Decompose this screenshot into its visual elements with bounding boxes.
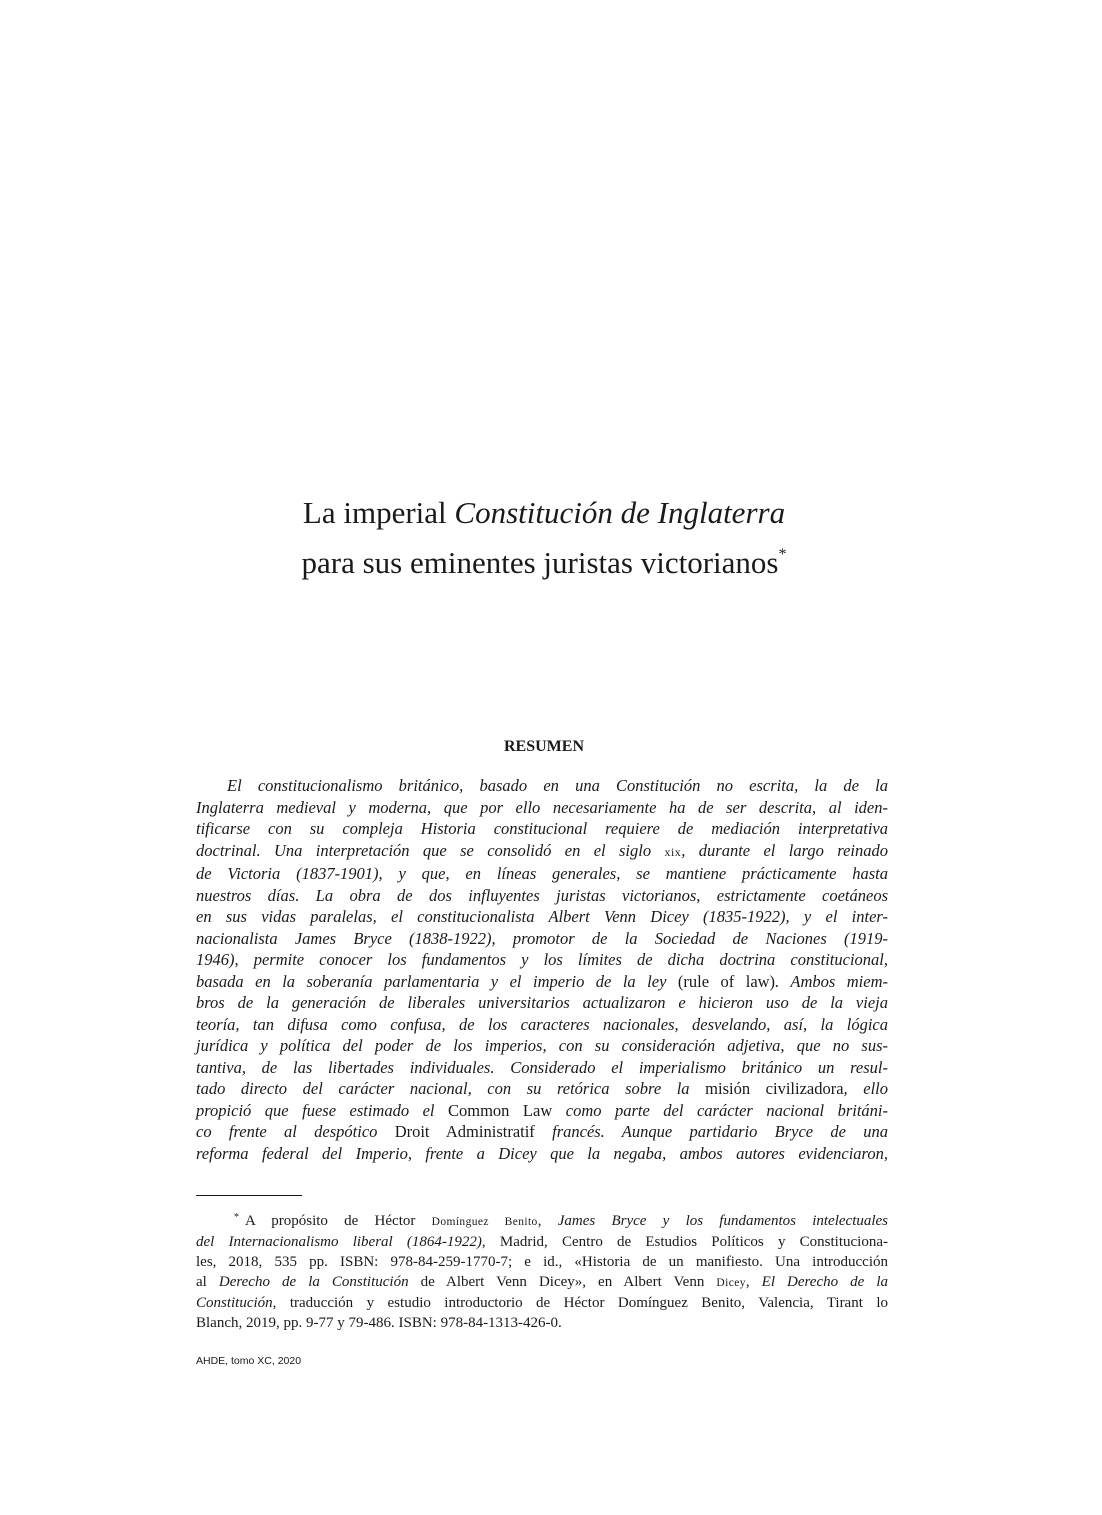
footnote-separator (196, 1195, 302, 1196)
abstract-text: como parte del carácter nacional británi- (565, 1100, 889, 1120)
abstract-line: reforma federal del Imperio, frente a Dicey que la negaba, ambos autores evidenciaron, (196, 1143, 888, 1163)
abstract-text: doctrinal. Una interpretación que se consolidó en el siglo (196, 840, 652, 860)
title-line-1 (196, 492, 892, 534)
title-line-2 (196, 534, 892, 584)
title-italic: Constitución de Inglaterra (454, 495, 786, 530)
abstract-line (196, 1121, 888, 1143)
footnote-line (196, 1208, 888, 1232)
footnote-text: A propósito de Héctor (245, 1213, 416, 1229)
abstract-line: tificarse con su compleja Historia constitucional requiere de mediación interpretativa (196, 819, 888, 838)
author-name: Domínguez Benito (431, 1216, 538, 1228)
book-title: Constitución (196, 1295, 273, 1311)
footnote-text: , traducción y estudio introductorio de Héctor Domínguez Benito, Valencia, Tirant lo (272, 1295, 888, 1311)
abstract-line: jurídica y política del poder de los imperios, con su consideración adjetiva, que no sus- (196, 1036, 888, 1055)
abstract-line: de Victoria (1837-1901), y que, en líneas generales, se mantiene prácticamente hasta (196, 864, 888, 883)
book-title: James Bryce y los fundamentos intelectuales (557, 1213, 889, 1229)
title-line-2-text: para sus eminentes juristas victorianos (301, 545, 779, 580)
abstract-text: francés. Aunque partidario Bryce de una (552, 1122, 888, 1141)
century-numeral: xix (664, 844, 682, 859)
title-footnote-marker: * (778, 546, 787, 563)
abstract-line: nacionalista James Bryce (1838-1922), promotor de la Sociedad de Naciones (1919- (196, 928, 888, 948)
footnote (196, 1208, 888, 1333)
journal-reference: AHDE, tomo XC, 2020 (196, 1355, 302, 1367)
footnote-line: Blanch, 2019, pp. 9-77 y 79-486. ISBN: 978-84-1313-426-0. (196, 1315, 562, 1331)
abstract-line: en sus vidas paralelas, el constitucionalista Albert Venn Dicey (1835-1922), y el inter- (196, 907, 888, 926)
book-title: del Internacionalismo liberal (1864-1922) (196, 1234, 482, 1250)
abstract-line (196, 1078, 888, 1100)
book-title: El Derecho de la (761, 1274, 889, 1290)
abstract-text: propició que fuese estimado el (196, 1100, 435, 1120)
abstract-line: El constitucionalismo británico, basado en una Constitución no escrita, la de la (227, 776, 888, 795)
abstract-line: teoría, tan difusa como confusa, de los caracteres nacionales, desvelando, así, la lógica (196, 1014, 888, 1034)
abstract-text: co frente al despótico (196, 1122, 378, 1141)
footnote-text: , (537, 1213, 542, 1229)
footnote-text: de Albert Venn Dicey», en Albert Venn (420, 1274, 705, 1290)
abstract-text: basada en la soberanía parlamentaria y el imperio de la ley (196, 971, 667, 991)
article-title (196, 492, 892, 584)
footnote-line (196, 1293, 888, 1313)
book-title: Derecho de la Constitución (218, 1274, 409, 1290)
abstract-body (196, 775, 888, 1164)
abstract-line: Inglaterra medieval y moderna, que por ello necesariamente ha de ser descrita, al iden- (196, 797, 888, 817)
roman-term: Droit Administratif (394, 1122, 535, 1141)
resumen-heading: RESUMEN (503, 738, 584, 755)
abstract-line: nuestros días. La obra de dos influyentes juristas victorianos, estrictamente coetáneos (196, 885, 888, 905)
abstract-line: bros de la generación de liberales universitarios actualizaron e hicieron uso de la vieja (196, 993, 888, 1012)
abstract-line (196, 840, 888, 864)
abstract-text: , durante el largo reinado (681, 840, 888, 860)
footnote-line (196, 1232, 888, 1252)
abstract-text: . Ambos miem- (775, 971, 888, 991)
roman-term: (rule of law) (677, 971, 776, 991)
abstract-text: tado directo del carácter nacional, con su retórica sobre la (196, 1079, 690, 1098)
footnote-text: , (745, 1274, 750, 1290)
footnote-marker: * (234, 1212, 239, 1223)
abstract-line: tantiva, de las libertades individuales. Considerado el imperialismo británico un resul- (196, 1057, 888, 1077)
abstract-line (196, 971, 888, 993)
footnote-line (196, 1272, 888, 1293)
footnote-line: les, 2018, 535 pp. ISBN: 978-84-259-1770-7; e id., «Historia de un manifiesto. Una introducción (196, 1254, 888, 1270)
title-prefix: La imperial (302, 495, 455, 530)
abstract-text: , ello (843, 1079, 888, 1098)
roman-term: Common Law (448, 1100, 553, 1120)
roman-term: misión civilizadora (705, 1079, 844, 1098)
abstract-line: 1946), permite conocer los fundamentos y los límites de dicha doctrina constitucional, (196, 950, 888, 969)
author-name: Dicey (716, 1277, 746, 1289)
footnote-text: , Madrid, Centro de Estudios Políticos y Constituciona- (481, 1234, 888, 1250)
footnote-text: al (196, 1274, 207, 1290)
abstract-line (196, 1100, 888, 1122)
